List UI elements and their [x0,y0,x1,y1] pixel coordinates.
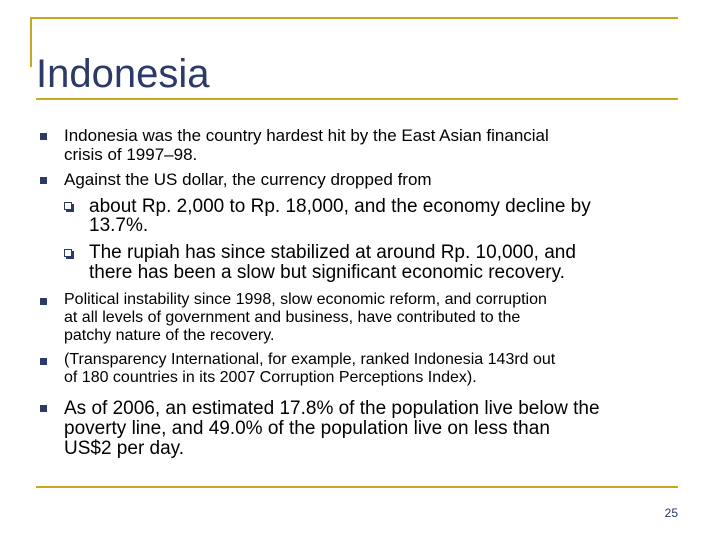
bullet-text-line: patchy nature of the recovery. [64,327,275,344]
square-bullet-icon [40,177,47,184]
bullet-text-line: US$2 per day. [64,438,185,459]
hollow-square-bullet-icon [64,202,72,210]
page-number: 25 [664,506,678,520]
slide-title: Indonesia [36,52,210,96]
sub-bullet-text-line: about Rp. 2,000 to Rp. 18,000, and the economy decline by [89,196,591,217]
bullet-text-line: Political instability since 1998, slow economic reform, and corruption [64,291,547,308]
square-bullet-icon [40,298,47,305]
bullet-text-line: poverty line, and 49.0% of the population live on less than [64,418,550,439]
top-rule [30,17,678,19]
sub-bullet-text-line: The rupiah has since stabilized at around Rp. 10,000, and [89,242,576,263]
bullet-text-line: of 180 countries in its 2007 Corruption Perceptions Index). [64,369,477,386]
left-rule [30,17,32,67]
bullet-text-line: at all levels of government and business, have contributed to the [64,309,521,326]
bullet-text-line: Against the US dollar, the currency dropped from [64,170,432,189]
footer-rule [36,486,678,488]
hollow-square-bullet-icon [64,249,72,257]
sub-bullet-text-line: there has been a slow but significant economic recovery. [89,262,565,283]
bullet-text-line: crisis of 1997–98. [64,145,198,164]
square-bullet-icon [40,358,47,365]
square-bullet-icon [40,405,47,412]
bullet-text-line: Indonesia was the country hardest hit by the East Asian financial [64,126,549,145]
sub-bullet-text-line: 13.7%. [89,215,149,236]
bullet-text-line: (Transparency International, for example, ranked Indonesia 143rd out [64,351,556,368]
title-underline [36,98,678,100]
bullet-text-line: As of 2006, an estimated 17.8% of the population live below the [64,398,600,419]
square-bullet-icon [40,133,47,140]
